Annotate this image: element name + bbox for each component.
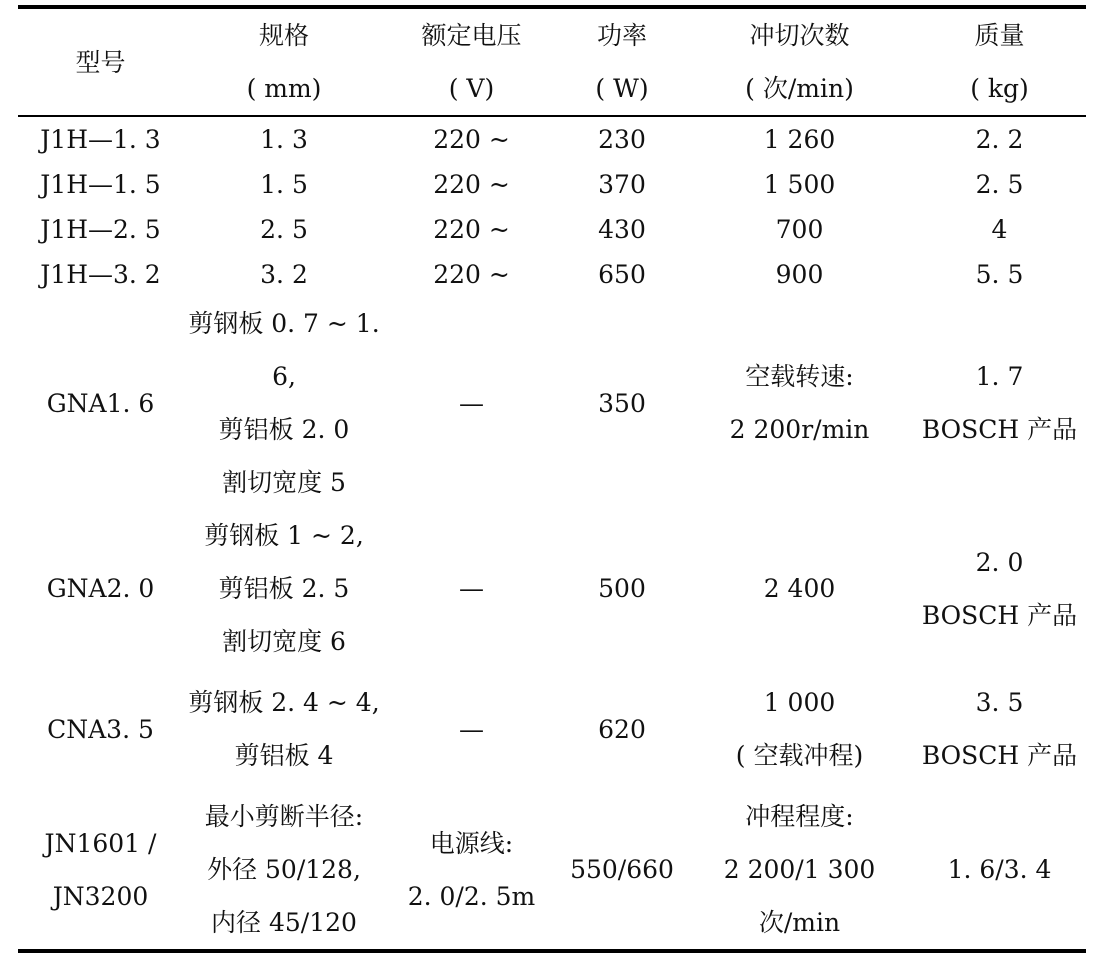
cell-punch-rate: 1 260 bbox=[763, 125, 836, 154]
cell-punch-rate: 1 000 ( 空载冲程) bbox=[735, 688, 864, 770]
header-spec: 规格 ( mm) bbox=[246, 21, 322, 103]
cell-power: 350 bbox=[598, 388, 646, 418]
cell-power: 370 bbox=[598, 170, 646, 199]
table-row bbox=[18, 207, 1086, 252]
spec-table bbox=[18, 5, 1086, 953]
cell-punch-rate: 1 500 bbox=[763, 170, 836, 199]
cell-punch-rate: 900 bbox=[775, 260, 824, 289]
cell-spec: 1. 3 bbox=[260, 125, 308, 154]
cell-voltage: — bbox=[459, 574, 484, 603]
cell-voltage: 220 ~ bbox=[433, 260, 510, 289]
cell-model: CNA3. 5 bbox=[47, 714, 154, 744]
cell-model: J1H—1. 3 bbox=[40, 125, 161, 154]
cell-voltage: 电源线: 2. 0/2. 5m bbox=[407, 828, 536, 911]
header-power: 功率 ( W) bbox=[595, 21, 649, 103]
table-row-jn bbox=[18, 790, 1086, 951]
cell-model: J1H—2. 5 bbox=[40, 215, 161, 244]
table-row-gna16 bbox=[18, 297, 1086, 509]
cell-punch-rate: 空载转速: 2 200r/min bbox=[729, 362, 870, 444]
header-punch-rate: 冲切次数 ( 次/min) bbox=[745, 21, 854, 103]
header-model: 型号 bbox=[75, 47, 126, 77]
cell-power: 550/660 bbox=[570, 855, 674, 884]
cell-spec: 2. 5 bbox=[260, 215, 308, 244]
cell-punch-rate: 冲程程度: 2 200/1 300 次/min bbox=[723, 802, 876, 937]
cell-voltage: 220 ~ bbox=[433, 215, 510, 244]
cell-model: J1H—3. 2 bbox=[40, 260, 161, 289]
cell-spec: 3. 2 bbox=[260, 260, 308, 289]
cell-spec: 剪钢板 0. 7 ~ 1. 6, 剪铝板 2. 0 割切宽度 5 bbox=[188, 309, 380, 497]
table-row-cna35 bbox=[18, 668, 1086, 790]
cell-power: 650 bbox=[598, 260, 646, 289]
cell-spec: 剪钢板 1 ~ 2, 剪铝板 2. 5 割切宽度 6 bbox=[204, 521, 364, 656]
cell-power: 500 bbox=[598, 574, 646, 603]
cell-mass: 1. 7 BOSCH 产品 bbox=[921, 362, 1078, 444]
cell-spec: 1. 5 bbox=[260, 170, 308, 199]
cell-voltage: — bbox=[459, 714, 484, 744]
cell-mass: 2. 0 BOSCH 产品 bbox=[921, 547, 1078, 630]
cell-model: GNA1. 6 bbox=[46, 388, 155, 418]
cell-spec: 剪钢板 2. 4 ~ 4, 剪铝板 4 bbox=[188, 688, 380, 770]
cell-voltage: 220 ~ bbox=[433, 125, 510, 154]
cell-mass: 5. 5 bbox=[975, 260, 1024, 289]
table-row bbox=[18, 116, 1086, 162]
cell-power: 620 bbox=[598, 714, 646, 744]
cell-voltage: — bbox=[459, 388, 484, 418]
cell-model: GNA2. 0 bbox=[46, 574, 155, 603]
cell-model: J1H—1. 5 bbox=[40, 170, 161, 199]
header-voltage: 额定电压 ( V) bbox=[421, 21, 522, 103]
cell-mass: 1. 6/3. 4 bbox=[947, 855, 1052, 884]
cell-model: JN1601 / JN3200 bbox=[44, 828, 157, 911]
cell-mass: 4 bbox=[991, 215, 1008, 244]
table-row-gna20 bbox=[18, 509, 1086, 668]
header-mass: 质量 ( kg) bbox=[970, 21, 1029, 103]
cell-punch-rate: 700 bbox=[775, 215, 824, 244]
table-row bbox=[18, 162, 1086, 207]
table-row bbox=[18, 252, 1086, 297]
cell-mass: 2. 5 bbox=[975, 170, 1024, 199]
cell-power: 430 bbox=[598, 215, 646, 244]
table-body bbox=[18, 116, 1086, 951]
cell-mass: 2. 2 bbox=[975, 125, 1024, 154]
cell-mass: 3. 5 BOSCH 产品 bbox=[921, 688, 1078, 770]
cell-voltage: 220 ~ bbox=[433, 170, 510, 199]
cell-spec: 最小剪断半径: 外径 50/128, 内径 45/120 bbox=[204, 802, 364, 937]
header-row bbox=[18, 7, 1086, 116]
table-header bbox=[18, 7, 1086, 116]
cell-power: 230 bbox=[598, 125, 646, 154]
cell-punch-rate: 2 400 bbox=[763, 574, 836, 603]
